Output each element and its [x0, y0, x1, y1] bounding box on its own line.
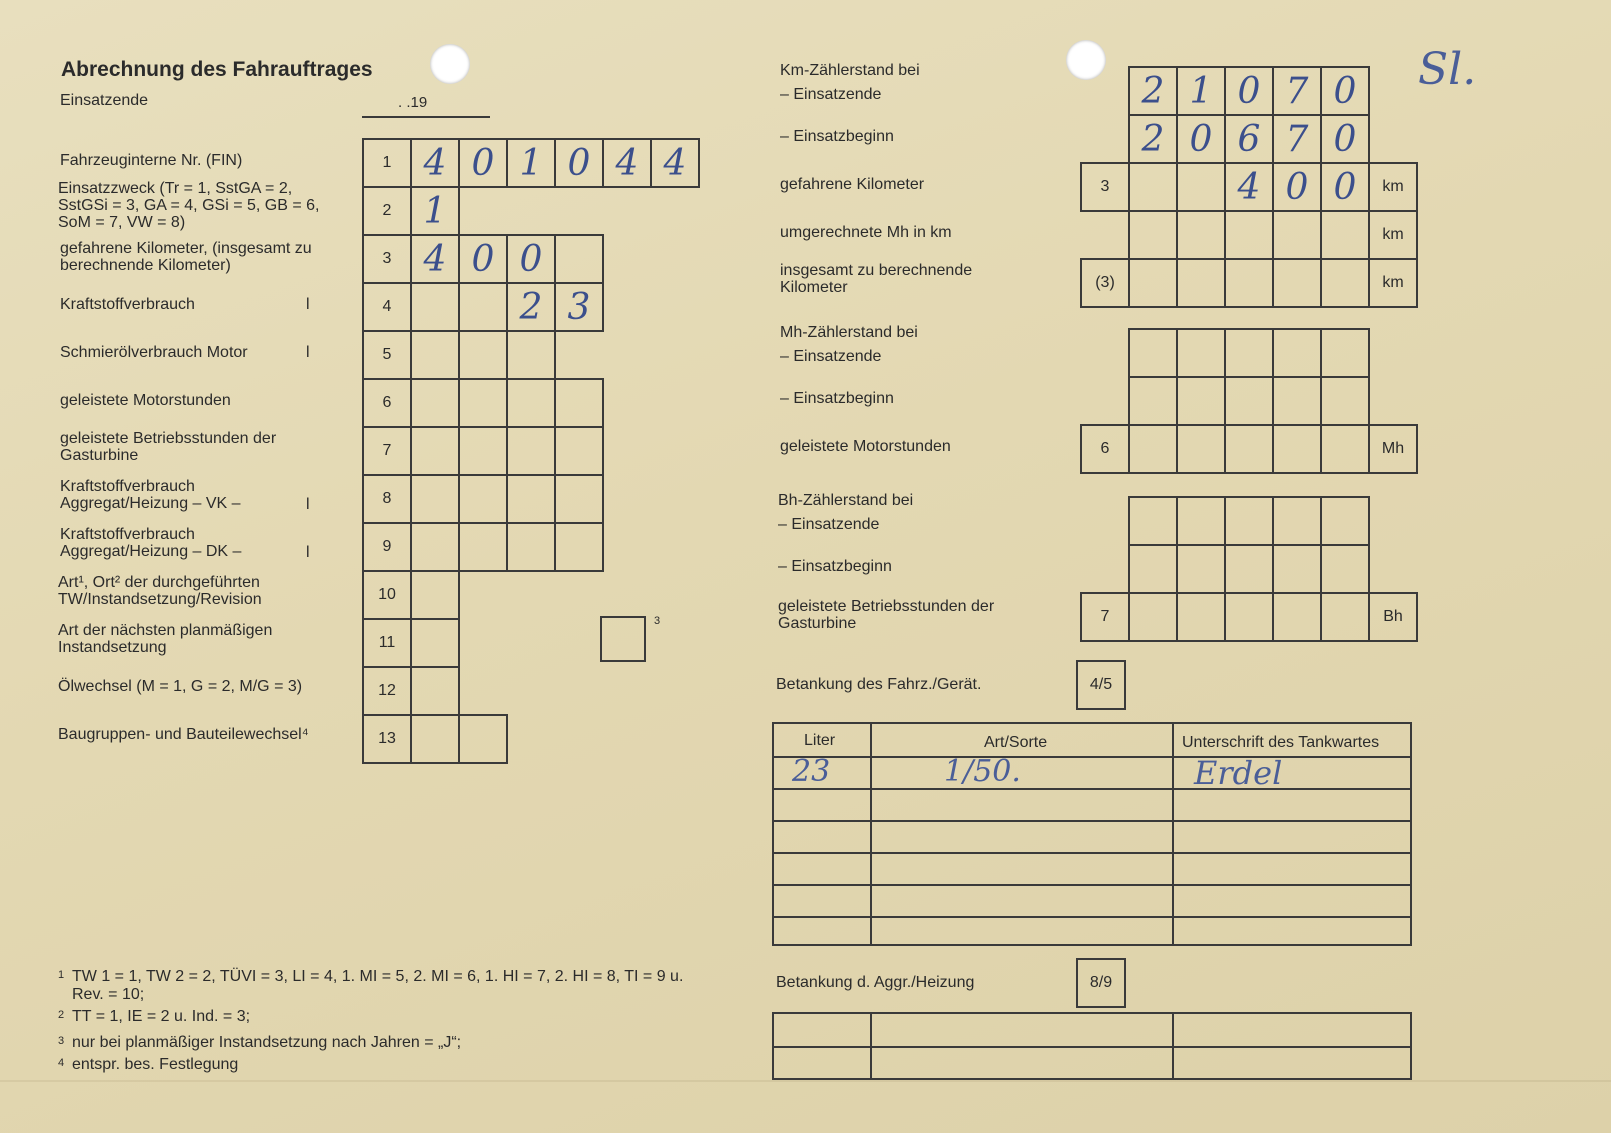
- bh-begin-label: – Einsatzbeginn: [778, 558, 892, 575]
- bh-begin-cell-1[interactable]: [1128, 544, 1178, 594]
- footnote-text-4: entspr. bes. Festlegung: [72, 1056, 239, 1073]
- form-title: Abrechnung des Fahrauftrages: [61, 58, 373, 81]
- km-begin-digit-2[interactable]: 0: [1176, 114, 1226, 164]
- fin-digit-4[interactable]: 0: [554, 138, 604, 188]
- mh-end-cell-2[interactable]: [1176, 328, 1226, 378]
- footnote-ref-3: 3: [654, 615, 661, 627]
- motor-hours-r-cell-5[interactable]: [1320, 424, 1370, 474]
- km-heading: Km-Zählerstand bei: [780, 62, 920, 79]
- motor-hours-cell-1[interactable]: [410, 378, 460, 428]
- fuel-digit-2[interactable]: 3: [554, 282, 604, 332]
- fuel-cell-2[interactable]: [458, 282, 508, 332]
- row-num-3: 3: [362, 234, 412, 284]
- driven-km-num: 3: [1080, 162, 1130, 212]
- dk-fuel-cell-3[interactable]: [506, 522, 556, 572]
- row-label-9: Kraftstoffverbrauch Aggregat/Heizung – DK –: [60, 526, 242, 560]
- motor-hours-cell-2[interactable]: [458, 378, 508, 428]
- km-begin-label: – Einsatzbeginn: [780, 128, 894, 145]
- mh-end-label: – Einsatzende: [780, 348, 882, 365]
- driven-km-cell-2[interactable]: [1176, 162, 1226, 212]
- driven-km-unit: km: [1368, 162, 1418, 212]
- einsatzzweck-field[interactable]: 1: [410, 186, 460, 236]
- km-end-digit-5[interactable]: 0: [1320, 66, 1370, 116]
- table-header-liter: Liter: [804, 732, 836, 749]
- refuel-aggregate-label: Betankung d. Aggr./Heizung: [776, 974, 975, 991]
- row-label-3: gefahrene Kilometer, (insgesamt zu berechnende Kilometer): [60, 240, 312, 274]
- mh-begin-label: – Einsatzbeginn: [780, 390, 894, 407]
- motor-hours-r-cell-3[interactable]: [1224, 424, 1274, 474]
- vk-fuel-cell-2[interactable]: [458, 474, 508, 524]
- total-km-cell-4[interactable]: [1272, 258, 1322, 308]
- turbine-hours-cell-3[interactable]: [506, 426, 556, 476]
- dk-fuel-cell-2[interactable]: [458, 522, 508, 572]
- row-label-8: Kraftstoffverbrauch Aggregat/Heizung – VK –: [60, 478, 241, 512]
- dk-fuel-cell-4[interactable]: [554, 522, 604, 572]
- driven-km-cell-1[interactable]: [1128, 162, 1178, 212]
- km-end-digit-4[interactable]: 7: [1272, 66, 1322, 116]
- refuel-vehicle-num: 4/5: [1076, 660, 1126, 710]
- row-num-1: 1: [362, 138, 412, 188]
- part-change-cell-2[interactable]: [458, 714, 508, 764]
- footnote-text-2: TT = 1, IE = 2 u. Ind. = 3;: [72, 1008, 251, 1025]
- mh-begin-cell-2[interactable]: [1176, 376, 1226, 426]
- gasturbine-cell-2[interactable]: [1176, 592, 1226, 642]
- km-digit-4[interactable]: [554, 234, 604, 284]
- row-label-7: geleistete Betriebsstunden der Gasturbine: [60, 430, 277, 464]
- next-repair-cell[interactable]: [410, 618, 460, 668]
- fin-digit-5[interactable]: 4: [602, 138, 652, 188]
- footnote-mark-2: 2: [58, 1009, 65, 1021]
- row-num-10: 10: [362, 570, 412, 620]
- km-begin-digit-5[interactable]: 0: [1320, 114, 1370, 164]
- mh-end-cell-5[interactable]: [1320, 328, 1370, 378]
- km-begin-digit-1[interactable]: 2: [1128, 114, 1178, 164]
- row-unit-5: l: [306, 344, 310, 361]
- turbine-hours-cell-1[interactable]: [410, 426, 460, 476]
- oil-cell-1[interactable]: [410, 330, 460, 380]
- refuel-aggregate-table: [772, 1012, 1412, 1080]
- row-label-2: Einsatzzweck (Tr = 1, SstGA = 2, SstGSi = 3, GA = 4, GSi = 5, GB = 6, SoM = 7, VW = 8): [58, 180, 320, 231]
- driven-km-digit-3[interactable]: 0: [1320, 162, 1370, 212]
- row-unit-9: l: [306, 544, 310, 561]
- row-num-9: 9: [362, 522, 412, 572]
- row-num-4: 4: [362, 282, 412, 332]
- row-num-6: 6: [362, 378, 412, 428]
- converted-mh-cell-2[interactable]: [1176, 210, 1226, 260]
- gasturbine-unit: Bh: [1368, 592, 1418, 642]
- repair-type-cell[interactable]: [410, 570, 460, 620]
- gasturbine-cell-3[interactable]: [1224, 592, 1274, 642]
- gasturbine-cell-4[interactable]: [1272, 592, 1322, 642]
- fin-digit-1[interactable]: 4: [410, 138, 460, 188]
- agg-table-row-divider: [774, 1046, 1410, 1048]
- mh-end-cell-4[interactable]: [1272, 328, 1322, 378]
- row-label-11: Art der nächsten planmäßigen Instandsetzung: [58, 622, 273, 656]
- table-row-divider-2: [774, 788, 1410, 790]
- refuel-signature[interactable]: Erdel: [1194, 754, 1283, 792]
- row-num-5: 5: [362, 330, 412, 380]
- fuel-digit-1[interactable]: 2: [506, 282, 556, 332]
- total-km-num: (3): [1080, 258, 1130, 308]
- bh-begin-cell-2[interactable]: [1176, 544, 1226, 594]
- turbine-hours-cell-2[interactable]: [458, 426, 508, 476]
- bh-end-cell-2[interactable]: [1176, 496, 1226, 546]
- date-field: . .19: [398, 94, 428, 111]
- refuel-aggregate-num: 8/9: [1076, 958, 1126, 1008]
- total-km-unit: km: [1368, 258, 1418, 308]
- converted-mh-cell-4[interactable]: [1272, 210, 1322, 260]
- footnote-text-1: TW 1 = 1, TW 2 = 2, TÜVI = 3, LI = 4, 1. MI = 5, 2. MI = 6, 1. HI = 7, 2. HI = 8, TI = 9 u. Rev. = 10;: [72, 968, 684, 1003]
- row-num-12: 12: [362, 666, 412, 716]
- fold-line: [0, 1080, 1611, 1082]
- table-row-divider-4: [774, 852, 1410, 854]
- date-underline: [362, 116, 490, 118]
- fin-digit-6[interactable]: 4: [650, 138, 700, 188]
- mh-begin-cell-5[interactable]: [1320, 376, 1370, 426]
- vk-fuel-cell-3[interactable]: [506, 474, 556, 524]
- motor-hours-cell-3[interactable]: [506, 378, 556, 428]
- vk-fuel-cell-1[interactable]: [410, 474, 460, 524]
- bh-end-cell-5[interactable]: [1320, 496, 1370, 546]
- total-km-cell-2[interactable]: [1176, 258, 1226, 308]
- motor-hours-r-cell-1[interactable]: [1128, 424, 1178, 474]
- row-label-13: Baugruppen- und Bauteilewechsel⁴: [58, 726, 309, 743]
- row-num-8: 8: [362, 474, 412, 524]
- km-end-digit-3[interactable]: 0: [1224, 66, 1274, 116]
- driven-km-digit-1[interactable]: 4: [1224, 162, 1274, 212]
- converted-mh-cell-1[interactable]: [1128, 210, 1178, 260]
- bh-begin-cell-3[interactable]: [1224, 544, 1274, 594]
- bh-end-label: – Einsatzende: [778, 516, 880, 533]
- vk-fuel-cell-4[interactable]: [554, 474, 604, 524]
- km-end-digit-2[interactable]: 1: [1176, 66, 1226, 116]
- converted-mh-label: umgerechnete Mh in km: [780, 224, 952, 241]
- table-row-divider-3: [774, 820, 1410, 822]
- gasturbine-cell-1[interactable]: [1128, 592, 1178, 642]
- row-num-7: 7: [362, 426, 412, 476]
- fin-digit-2[interactable]: 0: [458, 138, 508, 188]
- motor-hours-r-cell-2[interactable]: [1176, 424, 1226, 474]
- converted-mh-cell-3[interactable]: [1224, 210, 1274, 260]
- motor-hours-num: 6: [1080, 424, 1130, 474]
- mh-begin-cell-3[interactable]: [1224, 376, 1274, 426]
- km-digit-2[interactable]: 0: [458, 234, 508, 284]
- row-num-13: 13: [362, 714, 412, 764]
- footnote-mark-1: 1: [58, 969, 65, 981]
- table-row-divider-6: [774, 916, 1410, 918]
- bh-begin-cell-5[interactable]: [1320, 544, 1370, 594]
- footnote-text-3: nur bei planmäßiger Instandsetzung nach Jahren = „J“;: [72, 1034, 462, 1051]
- km-digit-3[interactable]: 0: [506, 234, 556, 284]
- converted-mh-cell-5[interactable]: [1320, 210, 1370, 260]
- bh-end-cell-3[interactable]: [1224, 496, 1274, 546]
- total-km-label: insgesamt zu berechnende Kilometer: [780, 262, 973, 296]
- motor-hours-unit: Mh: [1368, 424, 1418, 474]
- fin-digit-3[interactable]: 1: [506, 138, 556, 188]
- km-begin-digit-4[interactable]: 7: [1272, 114, 1322, 164]
- einsatzende-label: Einsatzende: [60, 92, 149, 109]
- table-header-signature: Unterschrift des Tankwartes: [1182, 734, 1380, 751]
- oil-cell-2[interactable]: [458, 330, 508, 380]
- bh-end-cell-4[interactable]: [1272, 496, 1322, 546]
- turbine-hours-cell-4[interactable]: [554, 426, 604, 476]
- bh-begin-cell-4[interactable]: [1272, 544, 1322, 594]
- refuel-vehicle-label: Betankung des Fahrz./Gerät.: [776, 676, 982, 693]
- bh-end-cell-1[interactable]: [1128, 496, 1178, 546]
- row-num-11: 11: [362, 618, 412, 668]
- gasturbine-cell-5[interactable]: [1320, 592, 1370, 642]
- mh-heading: Mh-Zählerstand bei: [780, 324, 918, 341]
- mh-begin-cell-1[interactable]: [1128, 376, 1178, 426]
- driven-km-digit-2[interactable]: 0: [1272, 162, 1322, 212]
- row-num-2: 2: [362, 186, 412, 236]
- bh-heading: Bh-Zählerstand bei: [778, 492, 914, 509]
- motor-hours-cell-4[interactable]: [554, 378, 604, 428]
- km-end-digit-1[interactable]: 2: [1128, 66, 1178, 116]
- gasturbine-num: 7: [1080, 592, 1130, 642]
- total-km-cell-1[interactable]: [1128, 258, 1178, 308]
- row-label-1: Fahrzeuginterne Nr. (FIN): [60, 152, 243, 169]
- fuel-cell-1[interactable]: [410, 282, 460, 332]
- part-change-cell-1[interactable]: [410, 714, 460, 764]
- motor-hours-label: geleistete Motorstunden: [780, 438, 951, 455]
- row-label-4: Kraftstoffverbrauch: [60, 296, 195, 313]
- oil-cell-3[interactable]: [506, 330, 556, 380]
- refuel-liter-value[interactable]: 23: [792, 754, 831, 789]
- years-marker-box[interactable]: [600, 616, 646, 662]
- km-digit-1[interactable]: 4: [410, 234, 460, 284]
- punch-hole-left: [430, 44, 470, 84]
- km-end-label: – Einsatzende: [780, 86, 882, 103]
- oil-change-cell[interactable]: [410, 666, 460, 716]
- row-label-6: geleistete Motorstunden: [60, 392, 231, 409]
- km-begin-digit-3[interactable]: 6: [1224, 114, 1274, 164]
- table-row-divider-1: [774, 756, 1410, 758]
- footnote-mark-3: 3: [58, 1035, 65, 1047]
- total-km-cell-3[interactable]: [1224, 258, 1274, 308]
- table-header-art: Art/Sorte: [984, 734, 1048, 751]
- refuel-art-value[interactable]: 1/50.: [944, 754, 1021, 789]
- row-label-12: Ölwechsel (M = 1, G = 2, M/G = 3): [58, 678, 303, 695]
- mh-end-cell-3[interactable]: [1224, 328, 1274, 378]
- dk-fuel-cell-1[interactable]: [410, 522, 460, 572]
- mh-begin-cell-4[interactable]: [1272, 376, 1322, 426]
- punch-hole-right: [1066, 40, 1106, 80]
- table-row-divider-5: [774, 884, 1410, 886]
- converted-mh-unit: km: [1368, 210, 1418, 260]
- row-label-5: Schmierölverbrauch Motor: [60, 344, 248, 361]
- row-unit-8: l: [306, 496, 310, 513]
- row-unit-4: l: [306, 296, 310, 313]
- total-km-cell-5[interactable]: [1320, 258, 1370, 308]
- motor-hours-r-cell-4[interactable]: [1272, 424, 1322, 474]
- gasturbine-label: geleistete Betriebsstunden der Gasturbine: [778, 598, 995, 632]
- refuel-table: [772, 722, 1412, 946]
- row-label-10: Art¹, Ort² der durchgeführten TW/Instandsetzung/Revision: [58, 574, 262, 608]
- corner-handwritten-mark: Sl.: [1418, 44, 1477, 95]
- footnote-mark-4: 4: [58, 1057, 65, 1069]
- mh-end-cell-1[interactable]: [1128, 328, 1178, 378]
- driven-km-label: gefahrene Kilometer: [780, 176, 925, 193]
